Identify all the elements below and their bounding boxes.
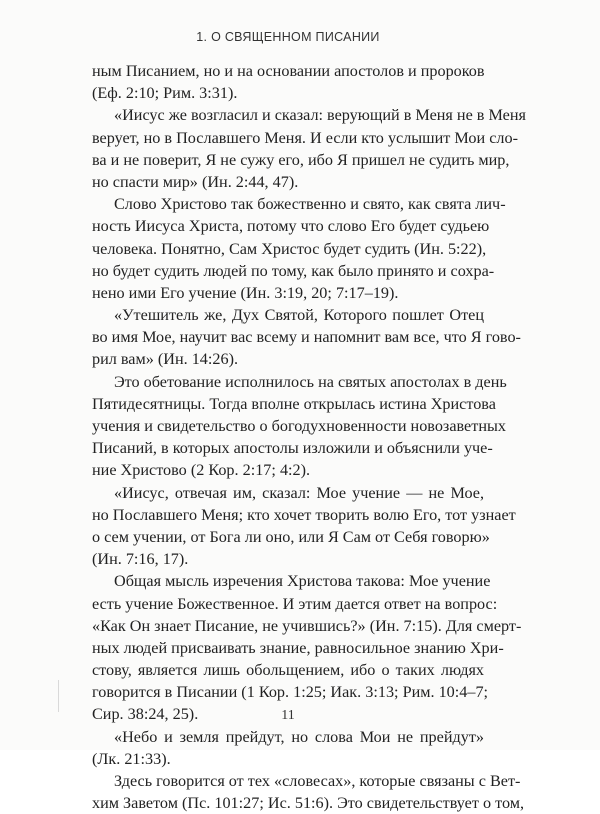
text-line: ва и не поверит, Я не сужу его, ибо Я пришел не судить мир,: [92, 150, 510, 169]
text-line: есть учение Божественное. И этим дается ответ на вопрос:: [92, 594, 498, 613]
text-line: стову, является лишь обольщением, ибо о таких людях: [92, 661, 484, 680]
text-line: Слово Христово так божественно и свято, как свята лич-: [114, 195, 506, 214]
text-line: «Как Он знает Писание, не учившись?» (Ин. 7:15). Для смерт-: [92, 616, 522, 635]
text-line: учения и свидетельство о богодухновенности новозаветных: [92, 417, 506, 435]
text-line: Здесь говорится от тех «словесах», которые связаны с Вет-: [114, 772, 521, 790]
text-line: верует, но в Пославшего Меня. И если кто услышит Мои сло-: [92, 128, 518, 147]
text-line: ние Христово (2 Кор. 2:17; 4:2).: [92, 461, 311, 480]
text-line: во имя Мое, научит вас всему и напомнит вам все, что Я гово-: [92, 328, 521, 347]
text-line: «Иисус же возгласил и сказал: верующий в Меня не в Меня: [114, 106, 526, 125]
text-line: «Иисус, отвечая им, сказал: Мое учение — не Мое,: [114, 483, 484, 502]
text-line: Это обетование исполнилось на святых апостолах в день: [114, 372, 507, 391]
text-line: ных людей присваивать знание, равносильное знанию Хри-: [92, 638, 504, 657]
running-head: 1. О СВЯЩЕННОМ ПИСАНИИ: [196, 30, 380, 44]
text-line: ность Иисуса Христа, потому что слово Его будет судьею: [92, 217, 490, 236]
text-line: «Небо и земля прейдут, но слова Мои не прейдут»: [114, 727, 484, 746]
text-line: но будет судить людей по тому, как было принято и сохра-: [92, 261, 495, 280]
text-line: Писаний, в которых апостолы изложили и объяснили уче-: [92, 439, 493, 458]
text-line: человека. Понятно, Сам Христос будет судить (Ин. 5:22),: [92, 239, 487, 258]
text-line: (Ин. 7:16, 17).: [92, 550, 189, 569]
text-line: но спасти мир» (Ин. 2:44, 47).: [92, 172, 299, 191]
text-line: Пятидесятницы. Тогда вполне открылась истина Христова: [92, 394, 496, 413]
body-text: [92, 60, 526, 814]
text-line: Общая мысль изречения Христова такова: Мое учение: [114, 572, 491, 591]
text-line: но Пославшего Меня; кто хочет творить волю Его, тот узнает: [92, 505, 516, 524]
text-line: (Еф. 2:10; Рим. 3:31).: [92, 84, 238, 103]
text-line: хим Заветом (Пс. 101:27; Ис. 51:6). Это свидетельствует о том,: [92, 794, 525, 813]
text-line: (Лк. 21:33).: [92, 749, 171, 768]
text-line: Сир. 38:24, 25).: [92, 705, 199, 724]
text-line: ным Писанием, но и на основании апостолов и пророков: [92, 62, 485, 80]
margin-mark: [58, 680, 59, 712]
text-line: рил вам» (Ин. 14:26).: [92, 350, 239, 369]
page-number: 11: [281, 708, 295, 723]
text-line: говорится в Писании (1 Кор. 1:25; Иак. 3:13; Рим. 10:4–7;: [92, 683, 489, 702]
text-line: «Утешитель же, Дух Святой, Которого пошлет Отец: [114, 306, 484, 325]
text-line: нено ими Его учение (Ин. 3:19, 20; 7:17–19).: [92, 283, 399, 302]
text-line: о сем учении, от Бога ли оно, или Я Сам от Себя говорю»: [92, 527, 490, 546]
